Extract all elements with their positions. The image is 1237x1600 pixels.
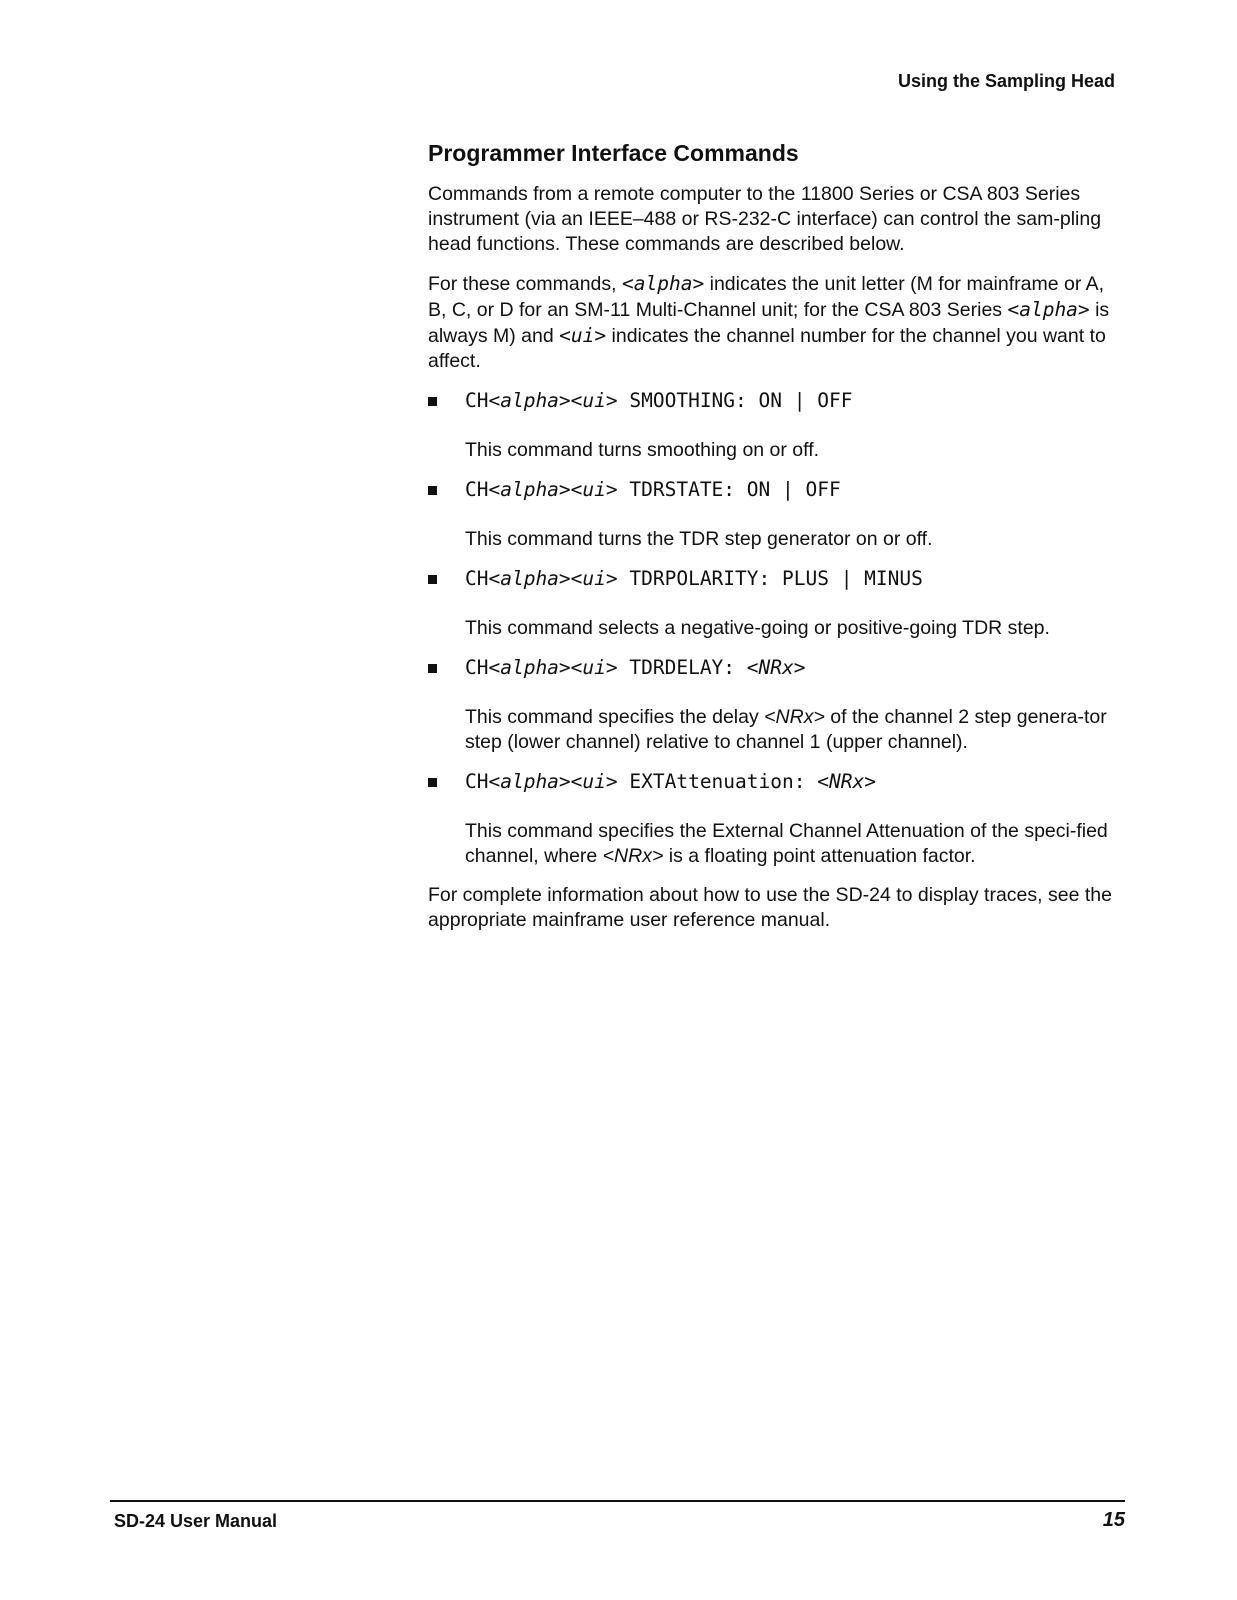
footer-manual-title: SD-24 User Manual — [114, 1511, 278, 1531]
command-item-smoothing — [428, 388, 1118, 463]
square-bullet-icon — [428, 486, 437, 495]
command-item-tdrstate — [428, 477, 1118, 552]
square-bullet-icon — [428, 778, 437, 787]
section-title: Programmer Interface Commands — [428, 140, 799, 166]
params-paragraph — [428, 271, 1118, 374]
command-syntax: CH<alpha><ui> EXTAttenuation: <NRx> — [428, 769, 1118, 795]
page-number: 15 — [1102, 1509, 1125, 1531]
command-description: This command specifies the External Channel Attenuation of the speci-fied channel, where <NRx> is a floating point attenuation factor. — [465, 819, 1108, 867]
intro-paragraph: Commands from a remote computer to the 11800 Series or CSA 803 Series instrument (via an IEEE–488 or RS-232-C interface) can control the sam-pling head functions. These commands are described below. — [428, 182, 1102, 255]
command-syntax: CH<alpha><ui> TDRPOLARITY: PLUS | MINUS — [428, 566, 1118, 592]
command-syntax: CH<alpha><ui> SMOOTHING: ON | OFF — [428, 388, 1118, 414]
square-bullet-icon — [428, 575, 437, 584]
square-bullet-icon — [428, 664, 437, 673]
footer-divider — [110, 1500, 1125, 1502]
alpha-variable: <alpha> — [1007, 297, 1090, 321]
command-description: This command selects a negative-going or positive-going TDR step. — [465, 616, 1050, 639]
params-text-1: For these commands, — [428, 272, 622, 295]
command-description: This command specifies the delay <NRx> of the channel 2 step genera-tor step (lower channel) relative to channel 1 (upper channel). — [465, 705, 1107, 753]
command-description: This command turns the TDR step generator on or off. — [465, 527, 933, 550]
params-text-3: is always M) and — [428, 298, 1110, 347]
command-list — [428, 388, 1118, 869]
main-content — [428, 140, 1118, 947]
closing-paragraph: For complete information about how to use the SD-24 to display traces, see the appropriate mainframe user reference manual. — [428, 883, 1112, 931]
square-bullet-icon — [428, 397, 437, 406]
ui-variable: <ui> — [559, 323, 607, 347]
params-text-4: indicates the channel number for the channel you want to affect. — [428, 324, 1106, 372]
alpha-variable: <alpha> — [622, 271, 705, 295]
command-description: This command turns smoothing on or off. — [465, 438, 820, 461]
running-header: Using the Sampling Head — [897, 71, 1115, 91]
command-item-tdrpolarity — [428, 566, 1118, 641]
command-syntax: CH<alpha><ui> TDRSTATE: ON | OFF — [428, 477, 1118, 503]
command-item-tdrdelay — [428, 655, 1118, 755]
params-text-2: indicates the unit letter (M for mainframe or A, B, C, or D for an SM-11 Multi-Channel unit; for the CSA 803 Series — [428, 272, 1105, 321]
command-syntax: CH<alpha><ui> TDRDELAY: <NRx> — [428, 655, 1118, 681]
command-item-extattenuation — [428, 769, 1118, 869]
